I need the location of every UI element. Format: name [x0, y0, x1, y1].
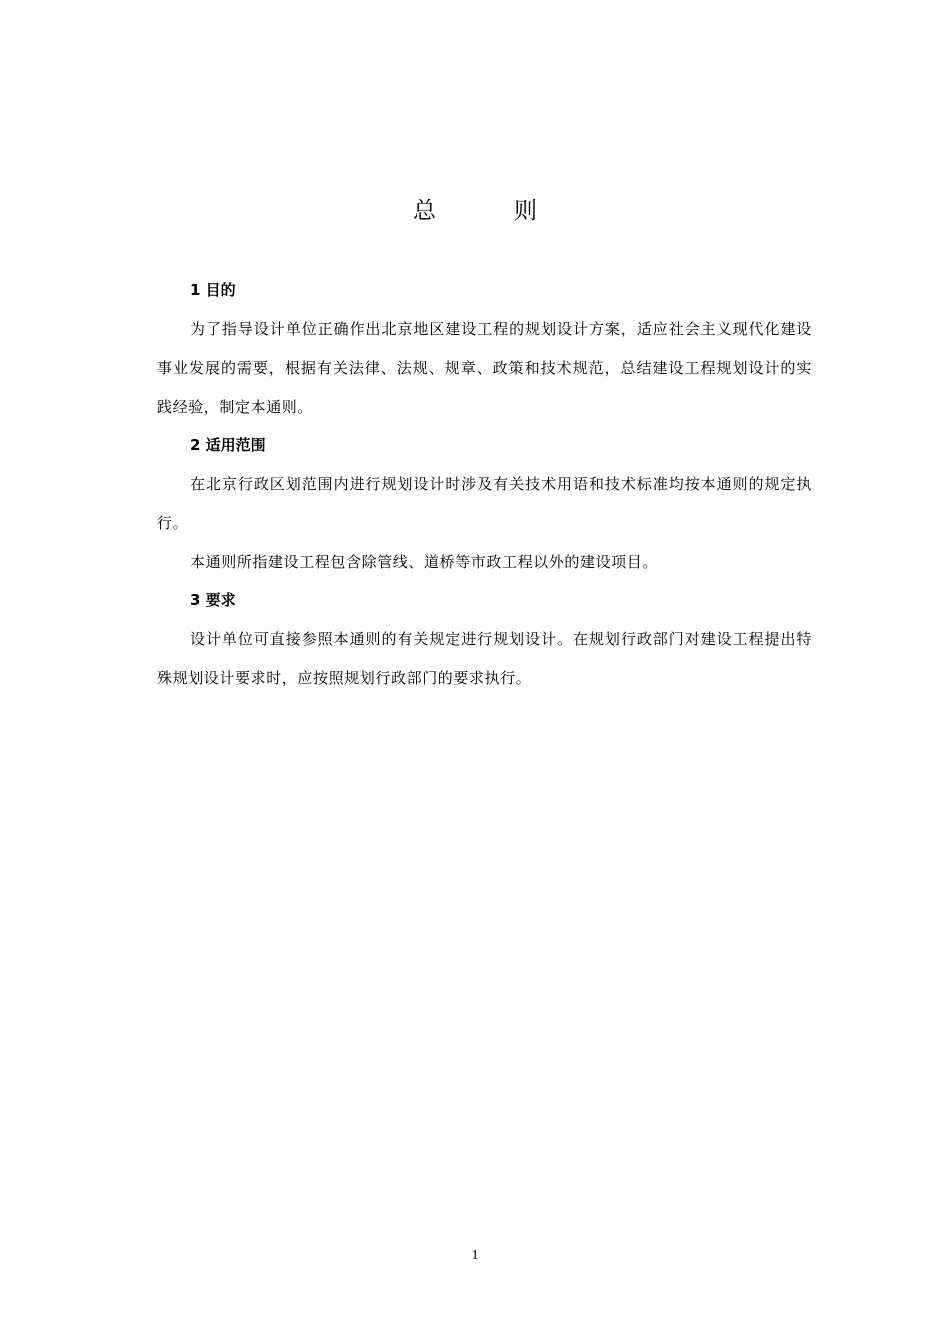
page-number: 1 [471, 1248, 479, 1263]
section-scope [157, 427, 812, 582]
section-paragraph: 为了指导设计单位正确作出北京地区建设工程的规划设计方案，适应社会主义现代化建设事业发展的需要，根据有关法律、法规、规章、政策和技术规范，总结建设工程规划设计的实践经验，制定本通则。 [157, 320, 812, 416]
section-paragraph: 在北京行政区划范围内进行规划设计时涉及有关技术用语和技术标准均按本通则的规定执行。 [157, 475, 812, 532]
section-heading: 2 适用范围 [190, 436, 266, 454]
section-heading: 1 目的 [190, 281, 236, 299]
section-paragraph: 本通则所指建设工程包含除管线、道桥等市政工程以外的建设项目。 [190, 553, 659, 571]
document-body [157, 272, 812, 698]
section-paragraph: 设计单位可直接参照本通则的有关规定进行规划设计。在规划行政部门对建设工程提出特殊规划设计要求时，应按照规划行政部门的要求执行。 [157, 630, 812, 687]
page-title: 总则 [413, 198, 615, 224]
section-requirements [157, 582, 812, 698]
section-heading: 3 要求 [190, 591, 236, 609]
section-purpose [157, 272, 812, 427]
